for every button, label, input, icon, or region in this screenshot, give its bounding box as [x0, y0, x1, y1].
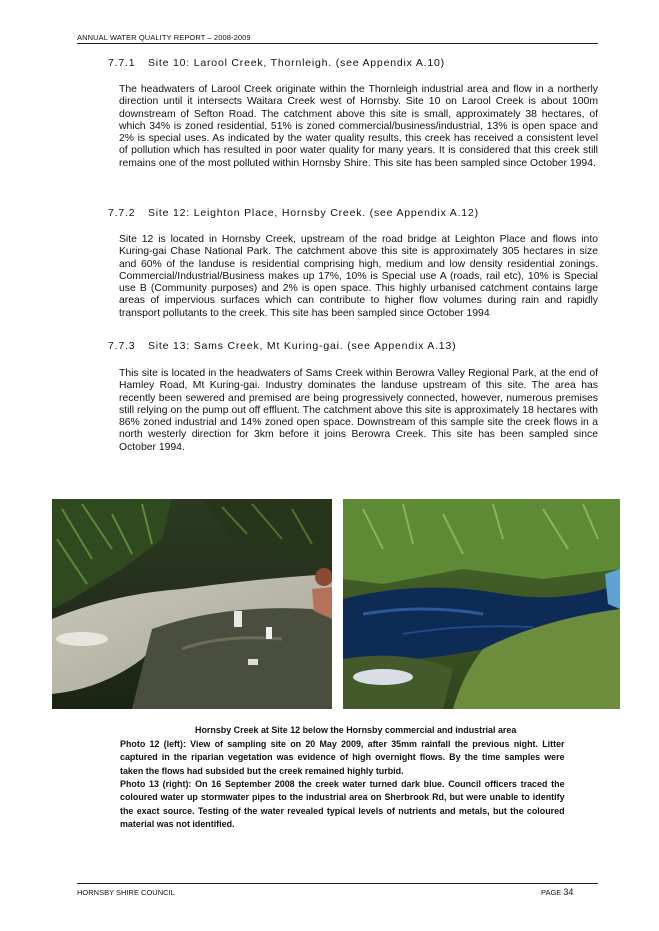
photo-13-blue-creek — [343, 499, 620, 709]
page-number — [541, 887, 573, 897]
photo-12-turbid-creek — [52, 499, 332, 709]
header-rule — [77, 43, 598, 44]
photo-13-caption: Photo 13 (right): On 16 September 2008 the creek water turned dark blue. Council officers traced the coloured water up stormwater pipes to the industrial area on Sherbrook Rd, but were unable to identify the exact source. Testing of the water revealed typical levels of nutrients and metals, but the coloured material was not identified. — [120, 779, 565, 831]
section-number: 7.7.3 — [108, 340, 136, 352]
section-heading-7-7-1 — [108, 57, 445, 69]
page-number-value: 34 — [563, 887, 574, 897]
photo-caption-title: Hornsby Creek at Site 12 below the Hornsby commercial and industrial area — [195, 725, 517, 736]
section-title: Site 13: Sams Creek, Mt Kuring-gai. (see Appendix A.13) — [148, 340, 457, 352]
section-body-7-7-3: This site is located in the headwaters of Sams Creek within Berowra Valley Regional Park, at the end of Hamley Road, Mt Kuring-gai. Industry dominates the landuse upstream of this site. The area has recently been sewered and premised are being progressively connected, however, numerous premises still relying on the pump out off effluent. The catchment above this site is approximately 18 hectares with 86% zoned industrial and 14% zoned open space. Downstream of this sample site the creek flows in a north westerly direction for 3km before it joins Berowra Creek. This site has been sampled since October 1994. — [119, 368, 598, 453]
section-heading-7-7-2 — [108, 207, 479, 219]
page-label: PAGE — [541, 888, 562, 897]
section-title: Site 12: Leighton Place, Hornsby Creek. (see Appendix A.12) — [148, 207, 479, 219]
section-body-7-7-1: The headwaters of Larool Creek originate within the Thornleigh industrial area and flow in a northerly direction until it intersects Waitara Creek west of Hornsby. Site 10 on Larool Creek is about 100m downstream of Sefton Road. The catchment above this site is small, approximately 38 hectares, of which 34% is zoned residential, 51% is zoned commercial/business/industrial, 13% is open space and 2% is special uses. As indicated by the water quality results, this creek has received a consistent level of pollution which has resulted in poor water quality for many years. It is considered that this creek still remains one of the most polluted within Hornsby Shire. This site has been sampled since October 1994. — [119, 84, 598, 169]
section-heading-7-7-3 — [108, 340, 456, 352]
section-number: 7.7.2 — [108, 207, 136, 219]
section-title: Site 10: Larool Creek, Thornleigh. (see Appendix A.10) — [148, 57, 445, 69]
section-number: 7.7.1 — [108, 57, 136, 69]
footer-rule — [77, 883, 598, 884]
footer-organisation: HORNSBY SHIRE COUNCIL — [77, 888, 175, 897]
running-header: ANNUAL WATER QUALITY REPORT – 2008-2009 — [77, 33, 251, 42]
photo-12-caption: Photo 12 (left): View of sampling site on 20 May 2009, after 35mm rainfall the previous night. Litter captured in the riparian vegetation was evidence of high overnight flows. By the time samples were taken the flows had subsided but the creek remained highly turbid. — [120, 739, 565, 777]
section-body-7-7-2: Site 12 is located in Hornsby Creek, upstream of the road bridge at Leighton Place and flows into Kuring-gai Chase National Park. The catchment above this site is approximately 305 hectares in size and 60% of the landuse is residential comprising high, medium and low density residential zonings. Commercial/Industrial/Business makes up 17%, 10% is Special use A (roads, rail etc), 10% is Special use B (Community purposes) and 2% is open space. This highly urbanised catchment contains large areas of impervious surfaces which can contribute to higher flow volumes during rain and rapidly transport pollutants to the creek. This site has been sampled since October 1994 — [119, 234, 598, 319]
